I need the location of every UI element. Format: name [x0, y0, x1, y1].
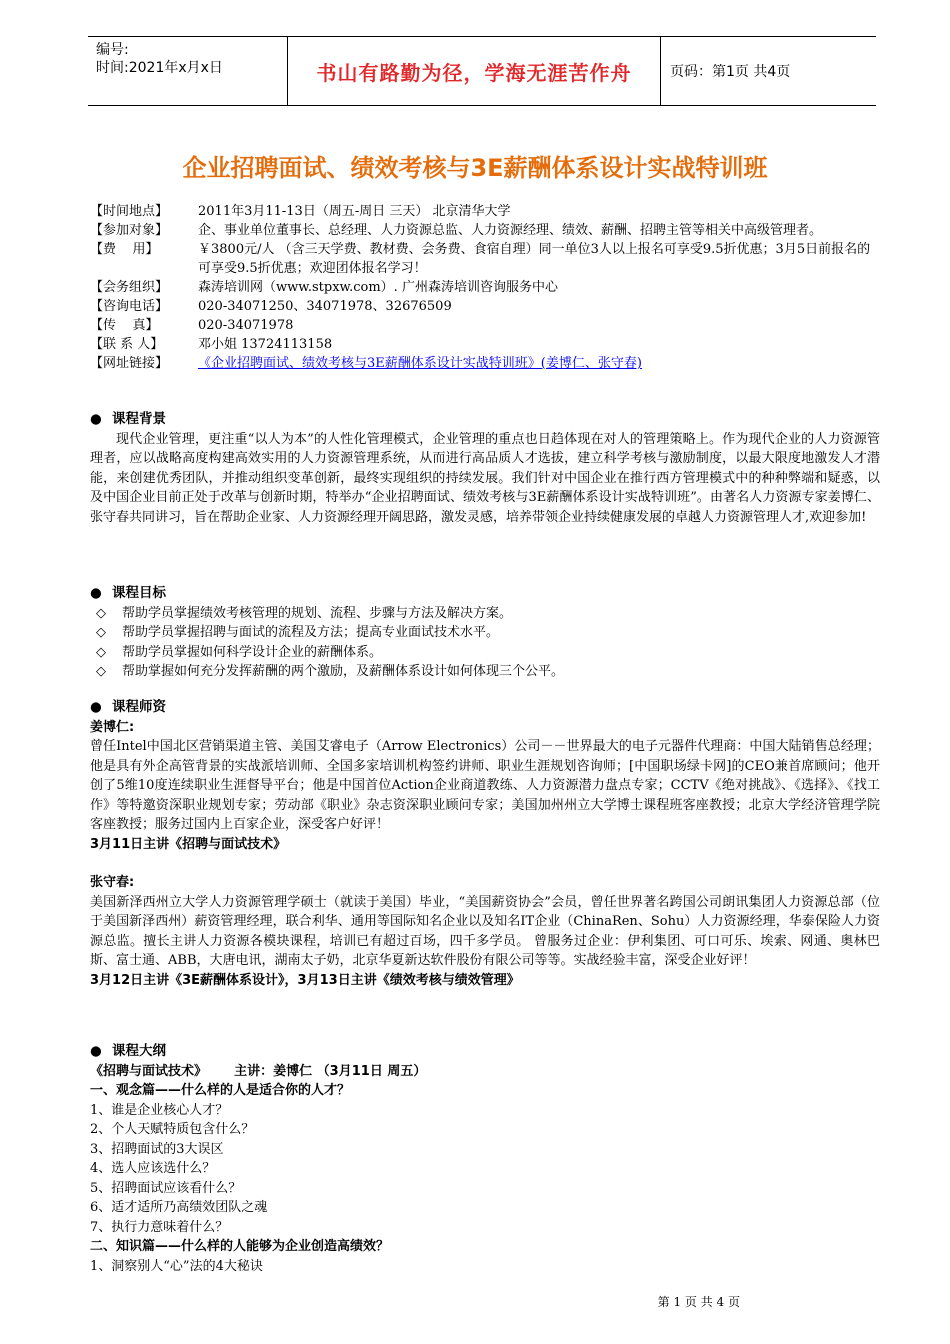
diamond-icon: ◇: [96, 605, 106, 621]
info-row-link: [90, 354, 880, 373]
info-block: [90, 202, 880, 373]
outline-item: 3、招聘面试的3大误区: [90, 1141, 224, 1157]
teacher-course: 3月12日主讲《3E薪酬体系设计》，3月13日主讲《绩效考核与绩效管理》: [90, 972, 520, 988]
section-heading: 课程师资: [112, 699, 166, 715]
info-value: 邓小姐 13724113158: [198, 337, 333, 352]
outline-item: 1、洞察别人“心”法的4大秘诀: [90, 1258, 263, 1274]
header-page-label: 页码：第1页 共4页: [670, 64, 791, 80]
info-row-fax: [90, 316, 880, 335]
section-teachers: [90, 698, 880, 990]
goal-item: ◇ 帮助学员掌握招聘与面试的流程及方法；提高专业面试技术水平。: [90, 623, 880, 643]
info-value: 020-34071978: [198, 318, 294, 333]
info-row-audience: [90, 221, 880, 240]
info-row-time: [90, 202, 880, 221]
info-row-contact: [90, 335, 880, 354]
outline-course-line: 《招聘与面试技术》 主讲：姜博仁 （3月11日 周五）: [90, 1063, 427, 1079]
section-heading: 课程目标: [112, 585, 166, 601]
section-outline: [90, 1042, 880, 1276]
teacher-course: 3月11日主讲《招聘与面试技术》: [90, 836, 287, 852]
bullet-icon: ●: [90, 1043, 102, 1059]
outline-item: 4、选人应该选什么？: [90, 1161, 216, 1176]
info-label: 【网址链接】: [90, 356, 169, 371]
outline-part-heading: 一、观念篇——什么样的人是适合你的人才？: [90, 1083, 351, 1098]
info-value: ￥3800元/人 （含三天学费、教材费、会务费、食宿自理）同一单位3人以上报名可享受9.5折优惠；3月5日前报名的可享受9.5折优惠；欢迎团体报名学习！: [198, 242, 871, 276]
teacher-bio: 曾任Intel中国北区营销渠道主管、美国艾睿电子（Arrow Electronics）公司－－世界最大的电子元器件代理商：中国大陆销售总经理；他是具有外企高管背景的实战派培训师、全国多家培训机构签约讲师、职业生涯规划咨询师；[中国职场绿卡网]的CEO兼首席顾问；他开创了5维10度连续职业生涯督导平台；他是中国首位Action企业商道教练、人力资源潜力盘点专家；CCTV《绝对挑战》、《选择》、《找工作》等特邀资深职业规划专家；劳动部《职业》杂志资深职业顾问专家；美国加州州立大学博士课程班客座教授；北京大学经济管理学院客座教授；服务过国内上百家企业，深受客户好评！: [90, 739, 880, 832]
info-row-organizer: [90, 278, 880, 297]
diamond-icon: ◇: [96, 625, 106, 640]
goal-item: ◇ 帮助学员掌握绩效考核管理的规划、流程、步骤与方法及解决方案。: [90, 604, 880, 624]
document-title: 企业招聘面试、绩效考核与3E薪酬体系设计实战特训班: [182, 154, 768, 182]
info-label: 【联 系 人】: [90, 337, 164, 352]
info-label: 【咨询电话】: [90, 299, 169, 314]
info-value: 企、事业单位董事长、总经理、人力资源总监、人力资源经理、绩效、薪酬、招聘主管等相关中高级管理者。: [198, 223, 823, 238]
bullet-icon: ●: [90, 585, 102, 601]
info-label: 【会务组织】: [90, 280, 169, 295]
outline-part-heading: 二、知识篇——什么样的人能够为企业创造高绩效？: [90, 1239, 390, 1254]
time-label: 时间:2021年x月x日: [96, 60, 223, 76]
teacher-bio: 美国新泽西州立大学人力资源管理学硕士（就读于美国）毕业，“美国薪资协会”会员，曾任世界著名跨国公司朗讯集团人力资源总部（位于美国新泽西州）薪资管理经理，联合利华、通用等国际知名企业以及知名IT企业（ChinaRen、Sohu）人力资源经理，华泰保险人力资源总监。擅长主讲人力资源各模块课程，培训已有超过百场，四千多学员。 曾服务过企业：伊利集团、可口可乐、埃索、网通、奥林巴斯、富士通、ABB，大唐电讯，湖南太子奶，北京华夏新达软件股份有限公司等等。实战经验丰富，深受企业好评！: [90, 894, 880, 968]
section-heading: 课程背景: [112, 411, 166, 427]
header-meta: [88, 37, 288, 105]
info-label: 【传 真】: [90, 318, 159, 333]
info-row-fee: [90, 240, 880, 278]
background-text: 现代企业管理，更注重“以人为本”的人性化管理模式，企业管理的重点也日趋体现在对人的管理策略上。作为现代企业的人力资源管理者，应以战略高度构建高效实用的人力资源管理系统，从而进行高品质人才选拔，建立科学考核与激励制度，以最大限度地激发人才潜能，来创建优秀团队，并推动组织变革创新，最终实现组织的持续发展。我们针对中国企业在推行西方管理模式中的种种弊端和疑惑，以及中国企业目前正处于改革与创新时期，特举办“企业招聘面试、绩效考核与3E薪酬体系设计实战特训班”。由著名人力资源专家姜博仁、张守春共同讲习，旨在帮助企业家、人力资源经理开阔思路，激发灵感，培养带领企业持续健康发展的卓越人力资源管理人才,欢迎参加!: [90, 431, 880, 525]
info-value: 2011年3月11-13日（周五-周日 三天） 北京清华大学: [198, 204, 511, 219]
section-background: [90, 410, 880, 527]
serial-label: 编号:: [96, 42, 129, 58]
info-label: 【费 用】: [90, 242, 159, 257]
outline-item: 5、招聘面试应该看什么？: [90, 1180, 242, 1196]
teacher-name: 姜博仁:: [90, 719, 135, 735]
diamond-icon: ◇: [96, 644, 106, 660]
course-link[interactable]: 《企业招聘面试、绩效考核与3E薪酬体系设计实战特训班》(姜博仁、张守春): [198, 356, 642, 371]
header-motto: 书山有路勤为径，学海无涯苦作舟: [288, 37, 661, 105]
info-value: 020-34071250、34071978、32676509: [198, 299, 452, 314]
section-goals: [90, 584, 880, 682]
info-label: 【时间地点】: [90, 204, 169, 219]
info-label: 【参加对象】: [90, 223, 169, 238]
outline-item: 7、执行力意味着什么？: [90, 1219, 229, 1235]
goal-item: ◇ 帮助掌握如何充分发挥薪酬的两个激励，及薪酬体系设计如何体现三个公平。: [90, 662, 880, 682]
outline-item: 1、谁是企业核心人才？: [90, 1102, 229, 1118]
outline-item: 2、个人天赋特质包含什么？: [90, 1122, 255, 1137]
page-footer: 第 1 页 共 4 页: [657, 1295, 740, 1309]
diamond-icon: ◇: [96, 664, 106, 679]
info-row-phone: [90, 297, 880, 316]
goal-item: ◇ 帮助学员掌握如何科学设计企业的薪酬体系。: [90, 643, 880, 663]
outline-item: 6、适才适所乃高绩效团队之魂: [90, 1200, 268, 1215]
bullet-icon: ●: [90, 411, 102, 427]
section-heading: 课程大纲: [112, 1043, 166, 1059]
page-header: [88, 36, 876, 106]
teacher-name: 张守春:: [90, 875, 135, 890]
bullet-icon: ●: [90, 699, 102, 715]
info-value: 森涛培训网（www.stpxw.com）. 广州森涛培训咨询服务中心: [198, 280, 558, 295]
